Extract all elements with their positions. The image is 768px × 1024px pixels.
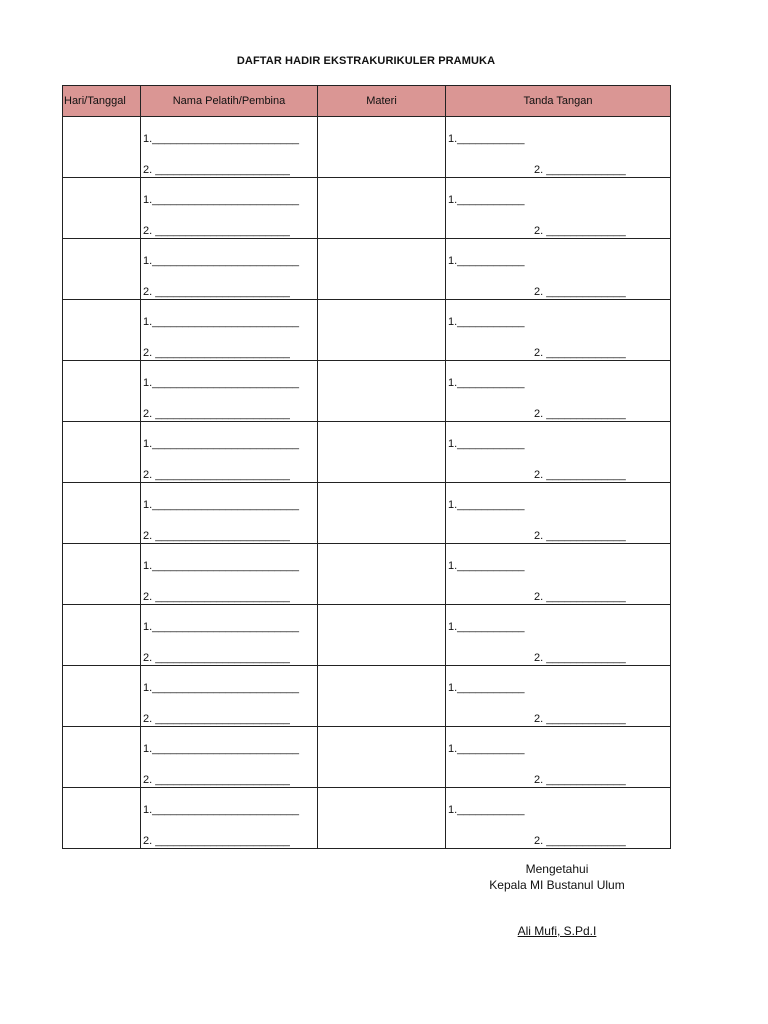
coach-line-1[interactable]: 1.________________________	[143, 621, 299, 633]
table-row	[63, 727, 671, 788]
signature-line-2[interactable]: 2. _____________	[534, 652, 626, 664]
day-cell[interactable]	[63, 666, 141, 727]
signature-line-2[interactable]: 2. _____________	[534, 286, 626, 298]
signoff-role: Kepala MI Bustanul Ulum	[489, 878, 625, 892]
coach-cell	[141, 178, 318, 239]
table-row	[63, 117, 671, 178]
header-signature: Tanda Tangan	[446, 86, 671, 117]
day-cell[interactable]	[63, 239, 141, 300]
table-row	[63, 178, 671, 239]
signature-cell	[446, 544, 671, 605]
material-cell[interactable]	[318, 544, 446, 605]
coach-line-2[interactable]: 2. ______________________	[143, 774, 290, 786]
header-coach: Nama Pelatih/Pembina	[141, 86, 318, 117]
material-cell[interactable]	[318, 361, 446, 422]
day-cell[interactable]	[63, 727, 141, 788]
coach-line-1[interactable]: 1.________________________	[143, 255, 299, 267]
coach-cell	[141, 117, 318, 178]
coach-cell	[141, 788, 318, 849]
table-row	[63, 300, 671, 361]
table-header-row	[63, 86, 671, 117]
coach-line-2[interactable]: 2. ______________________	[143, 225, 290, 237]
signature-line-1[interactable]: 1.___________	[448, 804, 525, 816]
coach-line-1[interactable]: 1.________________________	[143, 560, 299, 572]
table-row	[63, 605, 671, 666]
coach-cell	[141, 239, 318, 300]
signature-cell	[446, 605, 671, 666]
signature-line-1[interactable]: 1.___________	[448, 682, 525, 694]
day-cell[interactable]	[63, 117, 141, 178]
coach-line-2[interactable]: 2. ______________________	[143, 530, 290, 542]
signature-line-1[interactable]: 1.___________	[448, 255, 525, 267]
table-row	[63, 788, 671, 849]
signature-line-2[interactable]: 2. _____________	[534, 835, 626, 847]
coach-line-1[interactable]: 1.________________________	[143, 743, 299, 755]
signature-line-1[interactable]: 1.___________	[448, 133, 525, 145]
table-row	[63, 483, 671, 544]
header-day: Hari/Tanggal	[63, 86, 141, 117]
coach-cell	[141, 483, 318, 544]
day-cell[interactable]	[63, 544, 141, 605]
coach-line-1[interactable]: 1.________________________	[143, 316, 299, 328]
table-row	[63, 422, 671, 483]
material-cell[interactable]	[318, 422, 446, 483]
material-cell[interactable]	[318, 239, 446, 300]
page-title: DAFTAR HADIR EKSTRAKURIKULER PRAMUKA	[236, 55, 496, 67]
table-row	[63, 544, 671, 605]
day-cell[interactable]	[63, 422, 141, 483]
material-cell[interactable]	[318, 666, 446, 727]
table-row	[63, 239, 671, 300]
signature-line-1[interactable]: 1.___________	[448, 621, 525, 633]
signature-cell	[446, 422, 671, 483]
coach-cell	[141, 666, 318, 727]
signoff-acknowledged: Mengetahui	[525, 862, 589, 876]
signature-cell	[446, 300, 671, 361]
signature-line-2[interactable]: 2. _____________	[534, 530, 626, 542]
table-body	[63, 117, 671, 849]
signature-line-1[interactable]: 1.___________	[448, 438, 525, 450]
coach-cell	[141, 300, 318, 361]
signature-cell	[446, 788, 671, 849]
signature-line-2[interactable]: 2. _____________	[534, 774, 626, 786]
day-cell[interactable]	[63, 788, 141, 849]
signature-line-2[interactable]: 2. _____________	[534, 469, 626, 481]
material-cell[interactable]	[318, 117, 446, 178]
signature-cell	[446, 483, 671, 544]
coach-line-1[interactable]: 1.________________________	[143, 438, 299, 450]
material-cell[interactable]	[318, 788, 446, 849]
material-cell[interactable]	[318, 727, 446, 788]
day-cell[interactable]	[63, 178, 141, 239]
coach-line-2[interactable]: 2. ______________________	[143, 713, 290, 725]
coach-line-1[interactable]: 1.________________________	[143, 377, 299, 389]
signoff-name: Ali Mufi, S.Pd.I	[517, 924, 597, 938]
signature-line-2[interactable]: 2. _____________	[534, 408, 626, 420]
coach-line-2[interactable]: 2. ______________________	[143, 835, 290, 847]
signature-line-1[interactable]: 1.___________	[448, 499, 525, 511]
coach-line-2[interactable]: 2. ______________________	[143, 652, 290, 664]
signature-line-1[interactable]: 1.___________	[448, 560, 525, 572]
day-cell[interactable]	[63, 361, 141, 422]
signature-cell	[446, 361, 671, 422]
coach-line-1[interactable]: 1.________________________	[143, 804, 299, 816]
coach-cell	[141, 605, 318, 666]
day-cell[interactable]	[63, 483, 141, 544]
signature-line-1[interactable]: 1.___________	[448, 316, 525, 328]
signature-cell	[446, 178, 671, 239]
day-cell[interactable]	[63, 300, 141, 361]
attendance-table	[62, 85, 671, 849]
coach-line-1[interactable]: 1.________________________	[143, 194, 299, 206]
table-row	[63, 361, 671, 422]
signature-line-2[interactable]: 2. _____________	[534, 225, 626, 237]
signature-line-2[interactable]: 2. _____________	[534, 347, 626, 359]
signature-cell	[446, 666, 671, 727]
signature-line-1[interactable]: 1.___________	[448, 743, 525, 755]
material-cell[interactable]	[318, 483, 446, 544]
coach-cell	[141, 361, 318, 422]
signature-line-2[interactable]: 2. _____________	[534, 713, 626, 725]
coach-line-2[interactable]: 2. ______________________	[143, 408, 290, 420]
coach-line-2[interactable]: 2. ______________________	[143, 164, 290, 176]
material-cell[interactable]	[318, 300, 446, 361]
coach-line-2[interactable]: 2. ______________________	[143, 347, 290, 359]
material-cell[interactable]	[318, 178, 446, 239]
coach-line-1[interactable]: 1.________________________	[143, 133, 299, 145]
coach-cell	[141, 544, 318, 605]
material-cell[interactable]	[318, 605, 446, 666]
table-row	[63, 666, 671, 727]
coach-cell	[141, 727, 318, 788]
signature-cell	[446, 117, 671, 178]
coach-line-2[interactable]: 2. ______________________	[143, 591, 290, 603]
coach-line-2[interactable]: 2. ______________________	[143, 286, 290, 298]
coach-line-2[interactable]: 2. ______________________	[143, 469, 290, 481]
signature-line-1[interactable]: 1.___________	[448, 377, 525, 389]
day-cell[interactable]	[63, 605, 141, 666]
coach-cell	[141, 422, 318, 483]
signature-line-2[interactable]: 2. _____________	[534, 591, 626, 603]
signature-line-2[interactable]: 2. _____________	[534, 164, 626, 176]
coach-line-1[interactable]: 1.________________________	[143, 499, 299, 511]
signature-line-1[interactable]: 1.___________	[448, 194, 525, 206]
header-material: Materi	[318, 86, 446, 117]
signature-cell	[446, 239, 671, 300]
coach-line-1[interactable]: 1.________________________	[143, 682, 299, 694]
signature-cell	[446, 727, 671, 788]
